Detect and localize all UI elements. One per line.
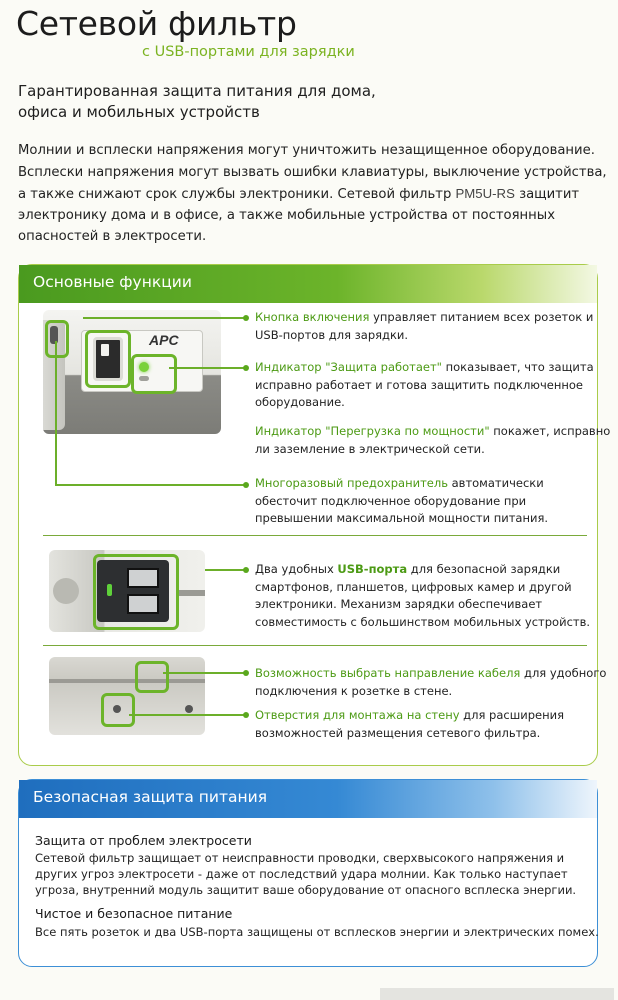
mount-highlight-frame	[101, 693, 135, 727]
connector-line	[129, 714, 245, 716]
feature-line: ли заземление в электрической сети.	[255, 441, 485, 456]
safety-paragraph	[35, 924, 599, 940]
footer-strip	[380, 988, 614, 1000]
safety-heading: Чистое и безопасное питание	[35, 906, 233, 921]
safety-paragraph	[35, 850, 576, 898]
feature-line	[255, 475, 548, 493]
safety-section	[18, 779, 598, 967]
cable-groove	[49, 679, 205, 683]
connector-line	[205, 569, 245, 571]
safety-title: Безопасная защита питания	[33, 788, 268, 806]
feature-highlight: Индикатор "Защита работает"	[255, 360, 442, 374]
features-section	[18, 264, 611, 766]
page-subtitle: с USB-портами для зарядки	[142, 44, 355, 60]
feature-text: Два удобных	[255, 562, 338, 576]
feature-line: подключения к розетке в стене.	[255, 683, 453, 698]
feature-overload-led	[255, 423, 610, 458]
socket-hole-icon	[53, 578, 79, 604]
section-divider	[43, 645, 587, 646]
feature-fuse	[255, 475, 548, 528]
intro-line-text: а также снижают срок службы электроники. Сетевой фильтр	[18, 187, 456, 202]
connector-line	[55, 484, 245, 486]
mount-hole-icon	[185, 705, 193, 713]
intro-line: Молнии и всплески напряжения могут уничтожить незащищенное оборудование.	[18, 143, 595, 158]
model-name: PM5U-RS	[455, 186, 515, 201]
feature-line: смартфонов, планшетов, цифровых камер и другой	[255, 579, 572, 594]
intro-line: опасностей в электросети.	[18, 229, 207, 244]
feature-wall-mount	[255, 707, 564, 742]
intro-paragraph	[18, 140, 618, 248]
feature-line	[255, 309, 593, 327]
lead-line: Гарантированная защита питания для дома,	[18, 82, 376, 100]
connector-dot	[243, 482, 249, 488]
connector-line	[83, 317, 245, 319]
back-side-photo	[49, 657, 205, 735]
feature-protection-led	[255, 359, 594, 412]
cable-highlight-frame	[135, 661, 169, 693]
power-strip-photo	[43, 310, 221, 434]
features-title: Основные функции	[33, 273, 192, 291]
feature-line	[255, 665, 606, 683]
feature-highlight: Индикатор "Перегрузка по мощности"	[255, 424, 490, 438]
feature-line: исправно работает и готова защитить подключенное	[255, 377, 583, 392]
feature-line: обесточит подключенное оборудование при	[255, 493, 527, 508]
feature-line: возможностей размещения сетевого фильтра.	[255, 725, 541, 740]
feature-line: электроники. Механизм зарядки обеспечивает	[255, 597, 543, 611]
apc-logo: APC	[149, 332, 179, 348]
led-highlight-frame	[131, 354, 177, 394]
feature-text: для расширения	[459, 708, 565, 722]
feature-text: управляет питанием всех розеток и	[369, 310, 594, 324]
feature-line	[255, 561, 590, 579]
feature-text: для безопасной зарядки	[407, 562, 561, 576]
feature-highlight: Возможность выбрать направление кабеля	[255, 666, 521, 680]
connector-dot	[243, 365, 249, 371]
feature-line: совместимость с большинством мобильных устройств.	[255, 614, 591, 629]
feature-line: оборудование.	[255, 395, 345, 409]
page-title: Сетевой фильтр	[16, 4, 297, 43]
connector-dot	[243, 712, 249, 718]
feature-text: для удобного	[520, 666, 607, 680]
feature-line: USB-портов для зарядки.	[255, 327, 409, 342]
intro-line	[18, 183, 618, 205]
feature-power-button	[255, 309, 593, 344]
feature-text: автоматически	[447, 476, 544, 490]
safety-line: угроза, внутренний модуль защитит ваше оборудование от опасного всплеска энергии.	[35, 883, 577, 897]
safety-line: Сетевой фильтр защищает от неисправности проводки, сверхвысокого напряжения и	[35, 851, 565, 865]
intro-line-tail: защитит	[514, 187, 580, 202]
connector-line	[169, 367, 245, 369]
section-divider	[43, 535, 587, 536]
intro-line: электронику дома и в офисе, а также мобильные устройства от постоянных	[18, 207, 556, 223]
safety-line: других угроз электросети - даже от последствий удара молнии. Как только наступает	[35, 867, 568, 881]
connector-line	[55, 341, 57, 485]
feature-highlight: Кнопка включения	[255, 310, 370, 324]
feature-line: превышении максимальной мощности питания.	[255, 511, 549, 525]
switch-highlight-frame	[85, 330, 131, 388]
feature-text: покажет, исправно	[489, 424, 611, 438]
connector-dot	[243, 670, 249, 676]
usb-highlight-frame	[93, 554, 179, 630]
feature-line	[255, 359, 594, 377]
connector-dot	[243, 567, 249, 573]
lead-line: офиса и мобильных устройств	[18, 103, 260, 121]
intro-line: Всплески напряжения могут вызвать ошибки клавиатуры, выключение устройства,	[18, 164, 607, 180]
connector-dot	[243, 315, 249, 321]
fuse-highlight-frame	[45, 320, 69, 358]
connector-line	[163, 672, 245, 674]
feature-cable-direction	[255, 665, 606, 700]
feature-highlight: Многоразовый предохранитель	[255, 476, 448, 490]
safety-line: Все пять розеток и два USB-порта защищены от всплесков энергии и электрических помех.	[35, 925, 599, 939]
lead-text	[18, 81, 376, 123]
safety-heading: Защита от проблем электросети	[35, 833, 252, 848]
cable	[179, 590, 205, 596]
feature-highlight: USB-порта	[337, 562, 408, 576]
usb-ports-photo	[49, 550, 205, 632]
feature-line	[255, 423, 610, 441]
feature-text: показывает, что защита	[441, 360, 594, 374]
feature-usb	[255, 561, 590, 631]
feature-line	[255, 707, 564, 725]
feature-highlight: Отверстия для монтажа на стену	[255, 708, 460, 722]
